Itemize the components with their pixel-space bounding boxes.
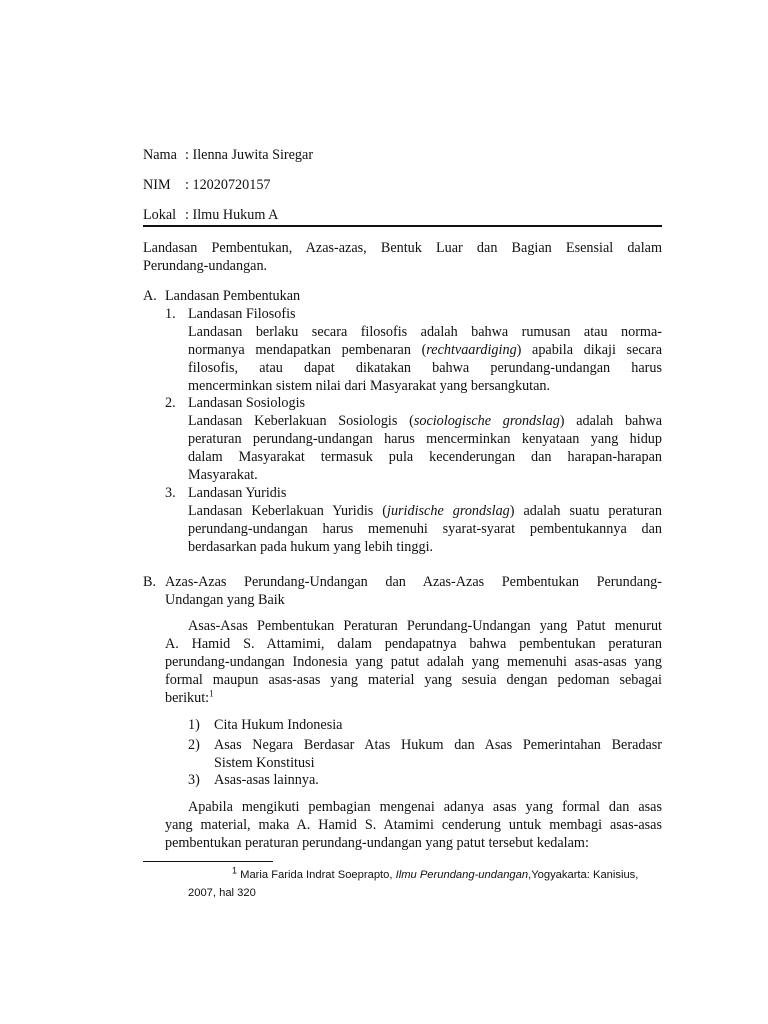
item-a3-body: Landasan Keberlakuan Yuridis (juridische grondslag) adalah suatu peraturan perundang-undangan harus memenuhi syarat-syarat pembentukannya dan berdasarkan pada hukum yang lebih tinggi. [188, 503, 662, 555]
section-a-heading: A. Landasan Pembentukan [143, 288, 301, 304]
item-a2-body: Landasan Keberlakuan Sosiologis (sociologische grondslag) adalah bahwa peraturan perundang-undangan harus mencerminkan kenyataan yang hidup dalam Masyarakat termasuk pula kecenderungan dan harapan-harapan Masyarakat. [188, 413, 662, 483]
footnote-line-1: $^1$ Maria Farida Indrat Soeprapto, Ilmu Perundang-undangan,Yogyakarta: Kanisius, [232, 865, 639, 881]
footnote-divider [143, 861, 273, 862]
name-value: : Ilenna Juwita Siregar [185, 147, 314, 163]
footnote-ref: 1 [209, 688, 214, 699]
lokal-label: Lokal [143, 207, 177, 223]
item-a3-heading: 3. Landasan Yuridis [165, 485, 287, 501]
list-item: 3) Asas-asas lainnya. [188, 772, 319, 788]
header-name-row [143, 146, 313, 164]
list-item: 1) Cita Hukum Indonesia [188, 717, 343, 733]
section-b-paragraph-1: Asas-Asas Pembentukan Peraturan Perundang-Undangan yang Patut menurut A. Hamid S. Attamimi, dalam pendapatnya bahwa pembentukan peraturan perundang-undangan Indonesia yang patut adalah yang memenuhi asas-asas yang formal maupun asas-asas yang material yang sesuia dengan pedoman sebagai berikut:$^1$ [165, 618, 662, 706]
document-title: Landasan Pembentukan, Azas-azas, Bentuk Luar dan Bagian Esensial dalam Perundang-undangan. [143, 240, 662, 274]
nim-label: NIM [143, 177, 171, 193]
section-b-heading: B. [143, 574, 157, 590]
name-label: Nama [143, 147, 177, 163]
nim-value: : 12020720157 [185, 177, 271, 193]
section-b-paragraph-2: Apabila mengikuti pembagian mengenai adanya asas yang formal dan asas yang material, maka A. Hamid S. Atamimi cenderung untuk membagi asas-asas pembentukan peraturan perundang-undangan yang patut tersebut kedalam: [165, 799, 662, 851]
header-nim-row [143, 176, 271, 194]
item-a2-heading: 2. Landasan Sosiologis [165, 395, 306, 411]
list-item: 2) Asas Negara Berdasar Atas Hukum dan Asas Pemerintahan Beradasr Sistem Konstitusi [188, 737, 662, 771]
footnote-line-2: 2007, hal 320 [188, 887, 256, 899]
lokal-value: : Ilmu Hukum A [185, 207, 279, 223]
item-a1-heading: 1. Landasan Filosofis [165, 306, 296, 322]
section-b-heading-text: Azas-Azas Perundang-Undangan dan Azas-Azas Pembentukan Perundang- Undangan yang Baik [165, 574, 662, 608]
header-divider [143, 225, 662, 227]
item-a1-body: Landasan berlaku secara filosofis adalah bahwa rumusan atau norma- normanya mendapatkan pembenaran (rechtvaardiging) apabila dikaji secara filosofis, atau dapat dikatakan bahwa perundang-undangan harus mencerminkan sistem nilai dari Masyarakat yang bersangkutan. [188, 324, 662, 394]
header-lokal-row [143, 206, 278, 224]
